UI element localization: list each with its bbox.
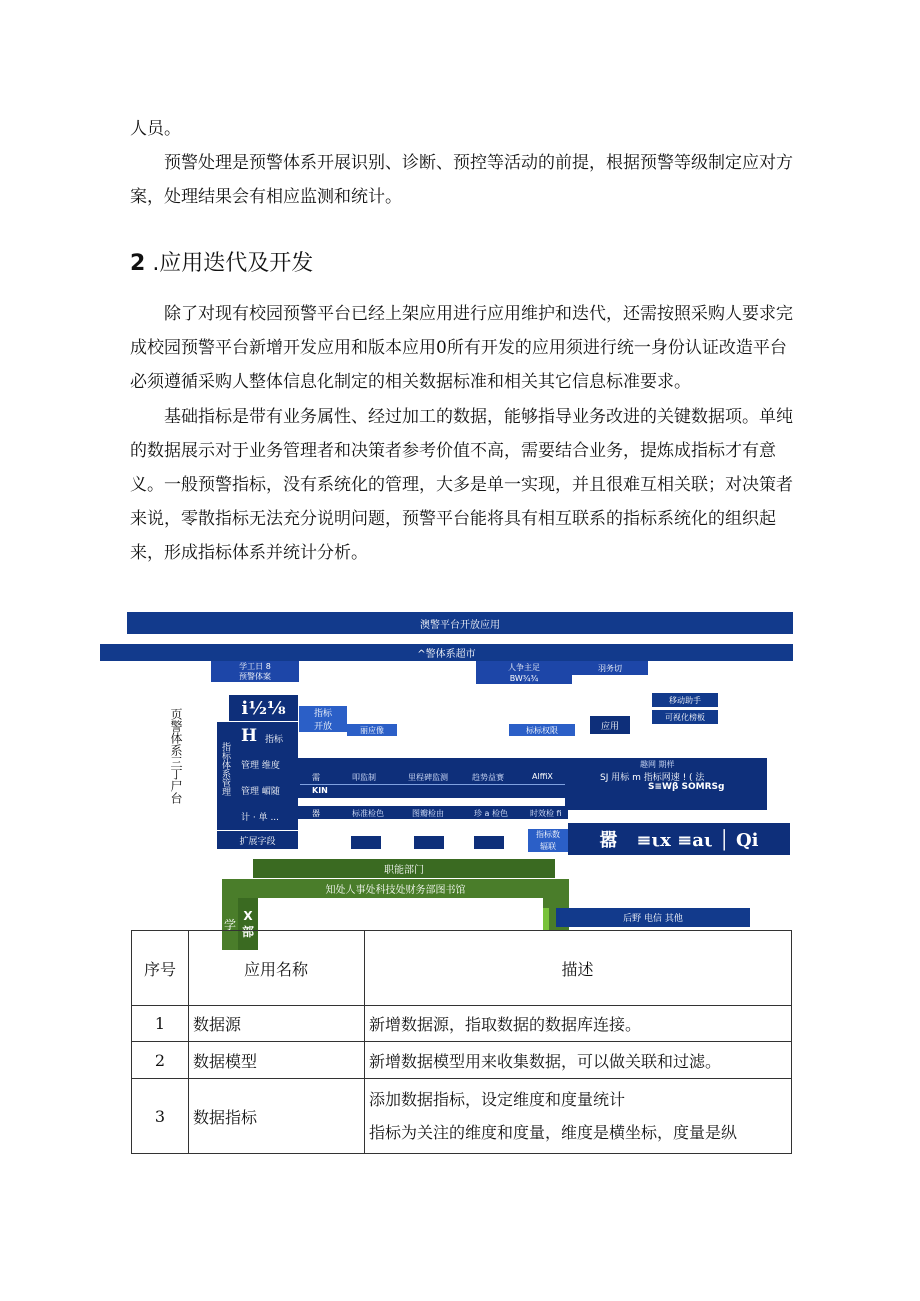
paragraph-iteration: 除了对现有校园预警平台已经上架应用进行应用维护和迭代，还需按照采购人要求完成校园预警平台新增开发应用和版本应用0所有开发的应用须进行统一身份认证改造平台必须遵循采购人整体信息化制定的相关数据标准和相关其它信息标准要求。: [130, 304, 793, 392]
row-desc-line1: 添加数据指标，设定维度和度量统计: [369, 1090, 626, 1109]
diagram-biaoquan: 标标权限: [509, 724, 575, 736]
diagram-row2-4: 珍 a 检色: [474, 809, 508, 818]
diagram-ji-dan: 计 · 单 ...: [241, 813, 280, 823]
header-desc: 描述: [365, 931, 792, 1006]
diagram-xue: 学: [222, 898, 238, 950]
diagram-kin: KIN: [312, 786, 328, 795]
diagram-bumen: 知处人事处科技处财务部图书馆: [222, 879, 569, 898]
row-name: 数据指标: [189, 1079, 365, 1154]
row-no: 1: [132, 1006, 189, 1042]
diagram-right-top: 趣网 期样: [640, 760, 675, 769]
diagram-sew: S≡Wβ SOMRSg: [648, 782, 725, 792]
row-desc: 新增数据模型用来收集数据，可以做关联和过滤。: [365, 1042, 792, 1079]
diagram-lime-bar: [543, 908, 549, 930]
diagram-row2-2: 标准检色: [352, 809, 384, 818]
row-desc: [365, 1079, 792, 1154]
row-name: 数据模型: [189, 1042, 365, 1079]
diagram-sj: SJ 用标 m 指标网速 ! ( 法: [600, 773, 705, 783]
row-desc: 新增数据源，指取数据的数据库连接。: [365, 1006, 792, 1042]
table-header-row: [132, 931, 792, 1006]
diagram-houye: 后野 电信 其他: [556, 908, 750, 927]
diagram-yuwu: 羽务切: [572, 661, 648, 675]
diagram-xuegong-1: 学工日 8: [211, 661, 299, 671]
section-number: 2: [130, 251, 146, 276]
diagram-small-box-3: [474, 836, 504, 849]
diagram-indicator-mgmt: [217, 722, 298, 830]
diagram-zhibiao-open: 指标 开放: [299, 706, 347, 732]
diagram-zhibiao-shu-1: 指标数: [528, 829, 568, 840]
diagram-yingyong: 应用: [590, 716, 630, 734]
diagram-market-bar: ^警体系超市: [100, 644, 793, 661]
row-desc-line2: 指标为关注的维度和度量，维度是横坐标，度量是纵: [369, 1123, 738, 1142]
diagram-row1-5: AlffiX: [532, 772, 553, 781]
diagram-zhineng: 职能部门: [253, 859, 555, 878]
diagram-open-apps-bar: 澳警平台开放应用: [127, 612, 793, 634]
diagram-guanli-nizhui: 管理 嵋随: [241, 787, 280, 797]
diagram-renzheng-2: BW¾¾: [476, 673, 572, 684]
diagram-zhibiao-shu-2: 辐联: [528, 840, 568, 852]
section-title: .应用迭代及开发: [152, 251, 314, 276]
diagram-x-bu: X 部: [238, 898, 258, 950]
header-name: 应用名称: [189, 931, 365, 1006]
diagram-vertical-label: 页警体系三丁尸台: [169, 708, 183, 804]
apps-table: [131, 930, 792, 1154]
paragraph-tail: 人员。: [130, 119, 181, 139]
diagram-H: H: [241, 726, 258, 746]
diagram-xuegong-2: 预警体案: [211, 671, 299, 682]
section-heading: [130, 246, 313, 277]
header-no: 序号: [132, 931, 189, 1006]
diagram-fuying: 丽应像: [347, 724, 397, 736]
paragraph-indicators: 基础指标是带有业务属性、经过加工的数据，能够指导业务改进的关键数据项。单纯的数据展示对于业务管理者和决策者参考价值不高，需要结合业务，提炼成指标才有意义。一般预警指标，没有系统化的管理，大多是单一实现，并且很难互相关联；对决策者来说，零散指标无法充分说明问题，预警平台能将具有相互联系的指标系统化的组织起来，形成指标体系并统计分析。: [130, 407, 793, 563]
diagram-kuozhan: 扩展字段: [217, 831, 298, 849]
diagram-guanli-weidu: 管理 维度: [241, 761, 280, 771]
diagram-yidong: 移动助手: [652, 693, 718, 707]
diagram-row2-5: 时效检 fi: [530, 809, 562, 818]
diagram-zhibiao: 指标: [265, 735, 284, 745]
row-no: 2: [132, 1042, 189, 1079]
diagram-row2-3: 图瓣检由: [412, 809, 444, 818]
diagram-row1-4: 趋势益赛: [472, 773, 504, 782]
diagram-renzheng-1: 人争主足: [476, 661, 572, 673]
diagram-indicator-vertical: 指标体系管理: [220, 742, 230, 796]
paragraph-warning-handling: 预警处理是预警体系开展识别、诊断、预控等活动的前提，根据预警等级制定应对方案，处理结果会有相应监测和统计。: [130, 153, 793, 207]
diagram-row2-1: 器: [312, 809, 320, 818]
diagram-row1-3: 里程碑监测: [408, 773, 448, 782]
table-row: [132, 1042, 792, 1079]
diagram-i-half: i½⅛: [229, 695, 298, 721]
table-row: [132, 1079, 792, 1154]
diagram-small-box-2: [414, 836, 444, 849]
table-row: [132, 1006, 792, 1042]
diagram-big-row: 嚣 ≡ιx ≡aι │ Qi: [568, 823, 790, 855]
diagram-row1-1: 需: [312, 773, 320, 782]
row-no: 3: [132, 1079, 189, 1154]
row-name: 数据源: [189, 1006, 365, 1042]
diagram-small-box-1: [351, 836, 381, 849]
diagram-row1-2: 叩监制: [352, 773, 376, 782]
diagram-keshihua: 可视化榜板: [652, 710, 718, 724]
